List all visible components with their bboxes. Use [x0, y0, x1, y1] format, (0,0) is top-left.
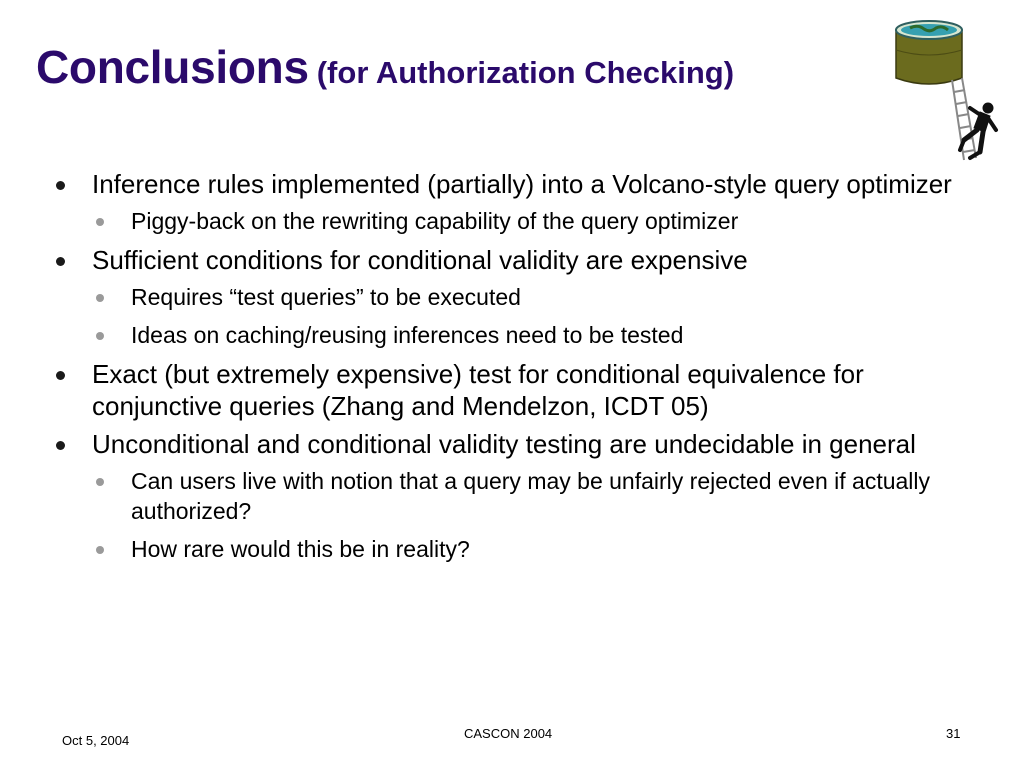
footer-date: Oct 5, 2004: [62, 733, 130, 748]
sub-bullet-dot-icon: [96, 546, 104, 554]
bullet-item-8: [52, 466, 972, 526]
sub-bullet-dot-icon: [96, 478, 104, 486]
footer-page-number: 31: [946, 726, 961, 741]
database-climber-icon: [890, 20, 1002, 172]
bullet-text: Requires “test queries” to be executed: [131, 284, 521, 310]
slide-title: [36, 41, 735, 93]
title-main: Conclusions: [36, 41, 309, 93]
bullet-text: Can users live with notion that a query may be unfairly rejected even if actually authorized?: [131, 468, 931, 524]
bullet-dot-icon: [56, 441, 65, 450]
bullet-text: Exact (but extremely expensive) test for conditional equivalence for conjunctive queries (Zhang and Mendelzon, ICDT 05): [92, 359, 864, 421]
bullet-text: Sufficient conditions for conditional validity are expensive: [92, 245, 748, 275]
bullet-dot-icon: [56, 371, 65, 380]
bullet-item-9: [52, 534, 972, 564]
bullet-item-7: [52, 428, 972, 460]
bullet-text: Inference rules implemented (partially) into a Volcano-style query optimizer: [92, 169, 952, 199]
bullet-item-1: [52, 168, 972, 200]
sub-bullet-dot-icon: [96, 332, 104, 340]
title-subtitle: (for Authorization Checking): [316, 55, 735, 90]
bullet-text: Ideas on caching/reusing inferences need to be tested: [131, 322, 684, 348]
bullet-text: Piggy-back on the rewriting capability of the query optimizer: [131, 208, 739, 234]
bullet-text: How rare would this be in reality?: [131, 536, 470, 562]
bullet-item-4: [52, 282, 972, 312]
bullet-item-6: [52, 358, 972, 422]
footer-conference: CASCON 2004: [464, 726, 553, 741]
bullet-dot-icon: [56, 257, 65, 266]
sub-bullet-dot-icon: [96, 218, 104, 226]
bullet-text: Unconditional and conditional validity testing are undecidable in general: [92, 429, 916, 459]
bullet-dot-icon: [56, 181, 65, 190]
bullet-item-3: [52, 244, 972, 276]
bullet-list: [52, 168, 972, 572]
bullet-item-5: [52, 320, 972, 350]
bullet-item-2: [52, 206, 972, 236]
sub-bullet-dot-icon: [96, 294, 104, 302]
